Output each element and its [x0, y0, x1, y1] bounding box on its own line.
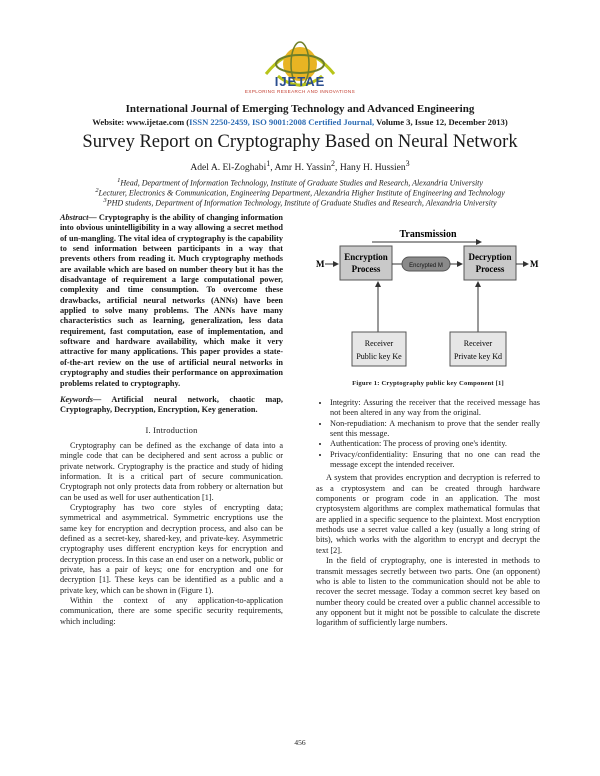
paragraph: Within the context of any application-to-application communication, there are some specific security requirements, which including:	[60, 596, 283, 626]
affiliation-text: Lecturer, Electronics & Communication, Engineering Department, Alexandria Higher Institute of Engineering and Technology	[98, 188, 505, 198]
page-number: 456	[294, 738, 306, 747]
input-m: M	[316, 259, 325, 269]
receiver-public-label-1: Receiver	[364, 339, 394, 348]
decryption-label-2: Process	[475, 264, 505, 274]
requirements-list	[316, 398, 540, 470]
keywords-text: — Artificial neural network, chaotic map, Cryptography, Decryption, Encryption, Key generation.	[60, 394, 283, 415]
list-item: • Authentication: The process of proving one's identity.	[330, 439, 540, 449]
affiliation-sup: 3	[103, 197, 107, 204]
website-prefix: Website: www.ijetae.com (	[92, 117, 190, 127]
affiliation-sup: 2	[95, 187, 99, 194]
affiliation-3	[0, 197, 600, 208]
author-sup: 3	[405, 159, 410, 168]
figure-1-diagram	[316, 222, 540, 392]
journal-name: International Journal of Emerging Technology and Advanced Engineering	[125, 103, 475, 115]
affiliation-text: PHD students, Department of Information Technology, Institute of Graduate Studies and Research, Alexandria University	[106, 198, 497, 208]
encryption-label-2: Process	[351, 264, 381, 274]
paragraph: In the field of cryptography, one is interested in methods to transmit messages secretly between two parts. One (an opponent) who is able to listen to the communication should not be able to recover the secret message. Today a common secret key based on number theory could be created over a public channel accessible to any opponent but it might not be possible to calculate the discrete logarithm of sufficiently large numbers.	[316, 556, 540, 628]
output-m: M	[530, 259, 539, 269]
affiliation-text: Head, Department of Information Technology, Institute of Graduate Studies and Research, Alexandria University	[120, 178, 483, 188]
author-name: Amr H. Yassin	[274, 162, 332, 174]
paper-title: Survey Report on Cryptography Based on Neural Network	[82, 132, 518, 152]
logo-text: IJETAE	[274, 74, 326, 89]
receiver-private-label-2: Private key Kd	[454, 352, 502, 361]
right-column	[316, 398, 540, 629]
paragraph: Cryptography has two core styles of encrypting data; symmetrical and asymmetrical. Symmetric encryptions use the same key for encryption and decryption process, and also can be defined as a secret-key, shared-key, and private-key. Asymmetric cryptography uses different encryption keys for encryption and decryption process. In this case an end user on a network, public or private, has a pair of keys; one for encryption and one for decryption [1]. These keys can be identified as a public and a private key, which can be shown in (Figure 1).	[60, 502, 283, 595]
keywords	[60, 395, 283, 416]
section-heading: I. Introduction	[145, 424, 198, 435]
paragraph: A system that provides encryption and decryption is referred to as a cryptosystem and can be created through hardware components or program code in an application. The most cryptosystem algorithms are complex mathematical formulas that are applied in a specific sequence to the plaintext. Most encryption methods use a secret value called a key (usually a long string of bits), which works with the algorithm to encrypt and decrypt the text [2].	[316, 473, 540, 555]
abstract	[60, 213, 283, 389]
affiliation-sup: 1	[117, 177, 121, 184]
abstract-text: — Cryptography is the ability of changing information into obvious unintelligibility in a way allowing a secret method of un-mangling. The vital idea of cryptography is the capability to send information between participants in a way that prevents others from reading it. Much cryptography methods are available which are based on number theory but it has the disadvantage of requirement a large computational power, complexity and time consumption. To overcome these drawbacks, artificial neural networks (ANNs) have been applied to solve many problems. The ANNs have many characteristics such as learning, generalization, less data requirement, fast computation, ease of implementation, and software and hardware availability, which make it very attractive for many applications. This paper provides a state-of-the-art review on the use of artificial neural networks in cryptography and studies their performance on approximation problems related to cryptography.	[60, 213, 283, 388]
website-iso: ISSN 2250-2459, ISO 9001:2008 Certified Journal,	[189, 117, 375, 127]
receiver-public-label-2: Public key Ke	[356, 352, 402, 361]
paragraph: Cryptography can be defined as the exchange of data into a mingle code that can be deciphered and sent across a public or private network. Cryptography is the practice and study of hiding information. It is a critical part of secure communication. Cryptograph not only protects data from robbery or alternation but can be used as well for user authentication [1].	[60, 440, 283, 502]
abstract-label: Abstract	[60, 213, 89, 222]
left-column	[60, 213, 283, 627]
author-sup: 1	[266, 159, 271, 168]
journal-website	[0, 117, 600, 127]
encryption-label-1: Encryption	[344, 252, 388, 262]
encrypted-message-label: Encrypted M	[409, 263, 443, 269]
list-item: • Integrity: Assuring the receiver that the received message has not been altered in any way from the original.	[330, 398, 540, 419]
transmission-label: Transmission	[399, 229, 457, 240]
figure-caption: Figure 1: Cryptography public key Component [1]	[352, 380, 504, 387]
decryption-label-1: Decryption	[468, 252, 512, 262]
receiver-private-label-1: Receiver	[463, 339, 493, 348]
keywords-label: Keywords	[60, 394, 93, 404]
list-item: • Privacy/confidentiality: Ensuring that no one can read the message except the intended receiver.	[330, 450, 540, 471]
author-name: Hany H. Hussien	[339, 162, 406, 174]
author-sup: 2	[331, 159, 336, 168]
author-name: Adel A. El-Zoghabi	[190, 162, 267, 174]
list-item: • Non-repudiation: A mechanism to prove that the sender really sent this message.	[330, 419, 540, 440]
website-suffix: Volume 3, Issue 12, December 2013)	[374, 117, 508, 127]
author-list: Adel A. El-Zoghabi$^1$, Amr H. Yassin$^2$, Hany H. Hussien$^3$	[190, 159, 410, 174]
logo-subtitle: EXPLORING RESEARCH AND INNOVATIONS	[244, 89, 356, 94]
